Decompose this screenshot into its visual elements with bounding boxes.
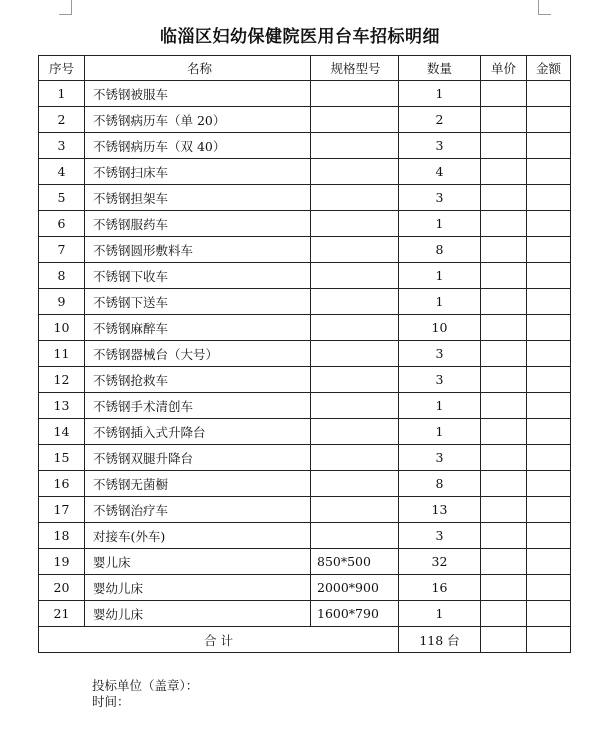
row-amount (527, 289, 571, 315)
table-row (39, 601, 571, 627)
row-qty: 3 (399, 523, 481, 549)
row-name: 不锈钢无菌橱 (85, 471, 311, 497)
row-spec: 850*500 (311, 549, 399, 575)
table-row (39, 393, 571, 419)
row-qty: 32 (399, 549, 481, 575)
row-amount (527, 471, 571, 497)
row-name: 婴幼儿床 (85, 601, 311, 627)
row-amount (527, 575, 571, 601)
row-qty: 1 (399, 393, 481, 419)
row-unit-price (481, 107, 527, 133)
row-qty: 10 (399, 315, 481, 341)
row-amount (527, 523, 571, 549)
header-unit-price: 单价 (481, 56, 527, 81)
row-name: 不锈钢担架车 (85, 185, 311, 211)
row-no: 13 (39, 393, 85, 419)
row-qty: 1 (399, 81, 481, 107)
header-no: 序号 (39, 56, 85, 81)
table-row (39, 445, 571, 471)
header-qty: 数量 (399, 56, 481, 81)
row-no: 1 (39, 81, 85, 107)
table-row (39, 523, 571, 549)
total-row (39, 627, 571, 653)
row-name: 不锈钢病历车（单 20） (85, 107, 311, 133)
row-amount (527, 185, 571, 211)
row-qty: 13 (399, 497, 481, 523)
row-spec (311, 315, 399, 341)
row-name: 不锈钢器械台（大号） (85, 341, 311, 367)
row-name: 婴幼儿床 (85, 575, 311, 601)
table-row (39, 263, 571, 289)
row-spec (311, 81, 399, 107)
row-spec: 1600*790 (311, 601, 399, 627)
row-qty: 4 (399, 159, 481, 185)
row-spec (311, 211, 399, 237)
row-qty: 8 (399, 471, 481, 497)
table-body (39, 81, 571, 627)
row-no: 11 (39, 341, 85, 367)
table-row (39, 341, 571, 367)
table-row (39, 133, 571, 159)
row-name: 不锈钢服药车 (85, 211, 311, 237)
table-row (39, 107, 571, 133)
row-qty: 3 (399, 185, 481, 211)
row-amount (527, 549, 571, 575)
row-amount (527, 601, 571, 627)
row-no: 12 (39, 367, 85, 393)
header-amount: 金额 (527, 56, 571, 81)
table-row (39, 289, 571, 315)
row-no: 4 (39, 159, 85, 185)
header-spec: 规格型号 (311, 56, 399, 81)
row-no: 2 (39, 107, 85, 133)
row-spec (311, 523, 399, 549)
row-no: 10 (39, 315, 85, 341)
row-no: 19 (39, 549, 85, 575)
row-name: 不锈钢抢救车 (85, 367, 311, 393)
table-row (39, 237, 571, 263)
row-amount (527, 497, 571, 523)
table-row (39, 549, 571, 575)
row-unit-price (481, 263, 527, 289)
row-unit-price (481, 133, 527, 159)
row-amount (527, 315, 571, 341)
document-title: 临淄区妇幼保健院医用台车招标明细 (160, 27, 440, 47)
row-spec (311, 289, 399, 315)
row-qty: 3 (399, 445, 481, 471)
table-row (39, 575, 571, 601)
row-amount (527, 419, 571, 445)
row-no: 17 (39, 497, 85, 523)
row-unit-price (481, 471, 527, 497)
table-row (39, 497, 571, 523)
row-unit-price (481, 445, 527, 471)
row-name: 不锈钢圆形敷料车 (85, 237, 311, 263)
row-qty: 1 (399, 601, 481, 627)
row-amount (527, 133, 571, 159)
row-qty: 16 (399, 575, 481, 601)
table-row (39, 419, 571, 445)
table-row (39, 211, 571, 237)
row-spec (311, 497, 399, 523)
row-spec (311, 341, 399, 367)
row-amount (527, 159, 571, 185)
row-unit-price (481, 159, 527, 185)
table-row (39, 367, 571, 393)
row-name: 不锈钢手术清创车 (85, 393, 311, 419)
row-spec (311, 107, 399, 133)
row-name: 婴儿床 (85, 549, 311, 575)
row-unit-price (481, 575, 527, 601)
row-name: 不锈钢扫床车 (85, 159, 311, 185)
row-no: 6 (39, 211, 85, 237)
row-unit-price (481, 393, 527, 419)
row-spec (311, 393, 399, 419)
row-name: 不锈钢被服车 (85, 81, 311, 107)
crop-mark-top-right (538, 0, 551, 15)
row-spec (311, 419, 399, 445)
row-name: 不锈钢下送车 (85, 289, 311, 315)
row-no: 5 (39, 185, 85, 211)
row-unit-price (481, 497, 527, 523)
table-row (39, 315, 571, 341)
row-unit-price (481, 601, 527, 627)
row-unit-price (481, 367, 527, 393)
row-unit-price (481, 81, 527, 107)
row-spec: 2000*900 (311, 575, 399, 601)
row-amount (527, 263, 571, 289)
row-qty: 1 (399, 211, 481, 237)
row-unit-price (481, 341, 527, 367)
date-label: 时间： (92, 694, 130, 709)
row-amount (527, 237, 571, 263)
table-row (39, 159, 571, 185)
total-qty: 118 台 (399, 627, 481, 653)
table-row (39, 81, 571, 107)
row-spec (311, 445, 399, 471)
row-unit-price (481, 315, 527, 341)
crop-mark-top-left (59, 0, 72, 15)
row-amount (527, 393, 571, 419)
row-amount (527, 367, 571, 393)
header-name: 名称 (85, 56, 311, 81)
row-name: 不锈钢病历车（双 40） (85, 133, 311, 159)
row-no: 15 (39, 445, 85, 471)
row-no: 3 (39, 133, 85, 159)
tender-table (38, 55, 571, 653)
row-name: 不锈钢麻醉车 (85, 315, 311, 341)
table-header-row (39, 56, 571, 81)
row-unit-price (481, 289, 527, 315)
row-qty: 8 (399, 237, 481, 263)
row-name: 不锈钢治疗车 (85, 497, 311, 523)
row-spec (311, 263, 399, 289)
row-unit-price (481, 549, 527, 575)
row-qty: 1 (399, 263, 481, 289)
row-name: 对接车(外车) (85, 523, 311, 549)
row-spec (311, 133, 399, 159)
row-spec (311, 367, 399, 393)
row-no: 20 (39, 575, 85, 601)
row-amount (527, 81, 571, 107)
row-unit-price (481, 185, 527, 211)
row-spec (311, 185, 399, 211)
row-qty: 1 (399, 289, 481, 315)
row-unit-price (481, 237, 527, 263)
row-unit-price (481, 419, 527, 445)
row-no: 7 (39, 237, 85, 263)
row-spec (311, 159, 399, 185)
row-name: 不锈钢下收车 (85, 263, 311, 289)
row-no: 21 (39, 601, 85, 627)
row-amount (527, 107, 571, 133)
row-amount (527, 341, 571, 367)
table-row (39, 185, 571, 211)
row-no: 9 (39, 289, 85, 315)
row-no: 16 (39, 471, 85, 497)
total-amount-cell (527, 627, 571, 653)
total-unit-price-cell (481, 627, 527, 653)
row-spec (311, 471, 399, 497)
row-qty: 2 (399, 107, 481, 133)
bidder-signature-label: 投标单位（盖章）： (92, 678, 199, 693)
row-no: 8 (39, 263, 85, 289)
total-label: 合 计 (39, 627, 399, 653)
row-no: 18 (39, 523, 85, 549)
row-unit-price (481, 523, 527, 549)
row-spec (311, 237, 399, 263)
row-name: 不锈钢插入式升降台 (85, 419, 311, 445)
row-qty: 3 (399, 133, 481, 159)
row-qty: 3 (399, 367, 481, 393)
row-amount (527, 211, 571, 237)
row-no: 14 (39, 419, 85, 445)
table-row (39, 471, 571, 497)
row-amount (527, 445, 571, 471)
row-unit-price (481, 211, 527, 237)
row-name: 不锈钢双腿升降台 (85, 445, 311, 471)
row-qty: 1 (399, 419, 481, 445)
row-qty: 3 (399, 341, 481, 367)
